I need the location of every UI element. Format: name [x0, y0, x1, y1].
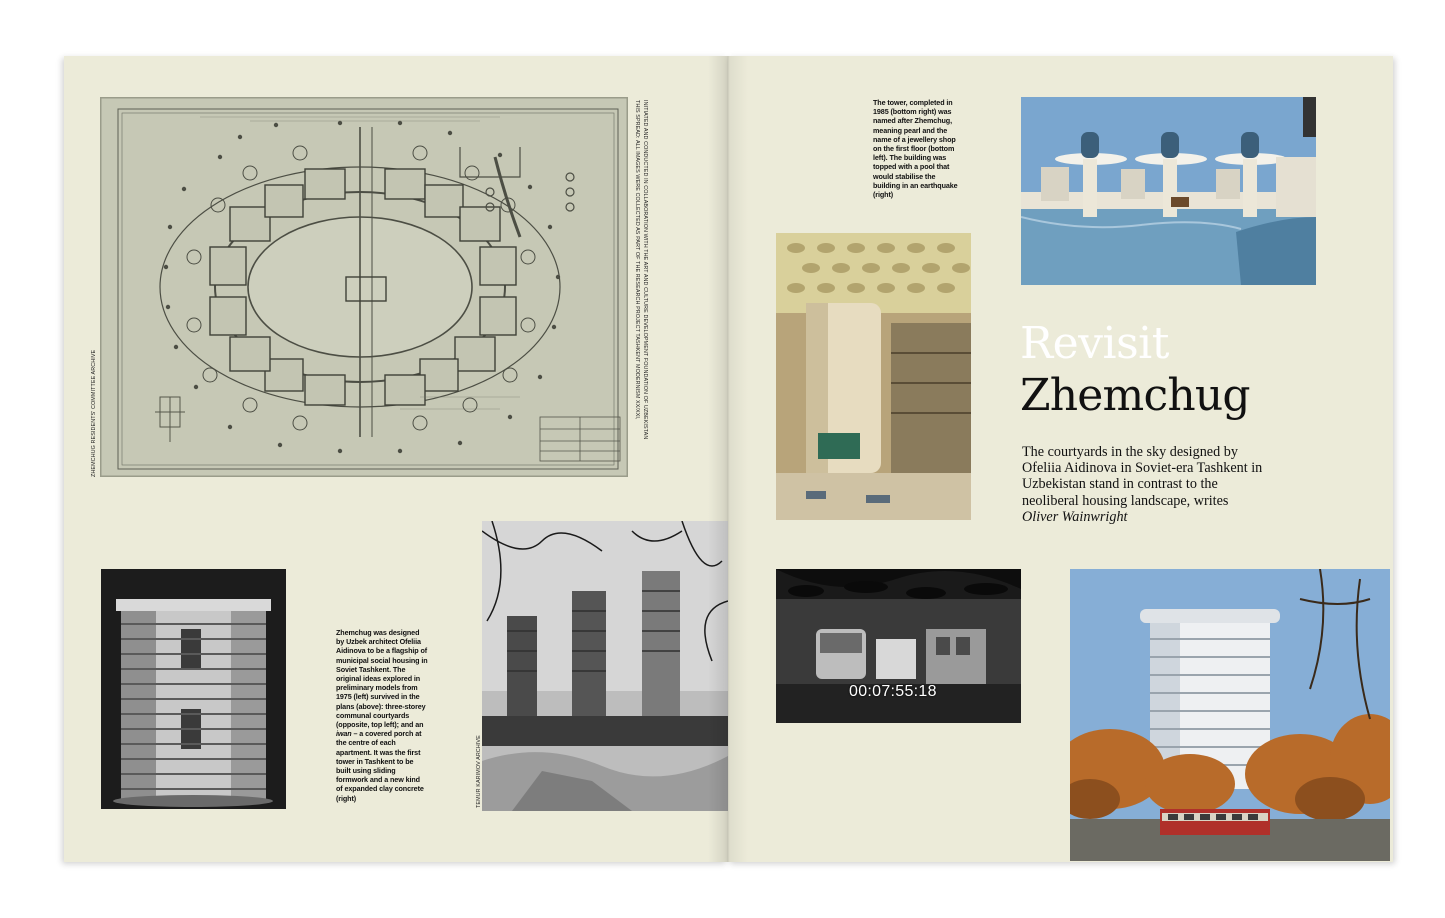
standfirst-text: The courtyards in the sky designed by Ofeliia Aidinova in Soviet-era Tashkent in Uzbekistan stand in contrast to the neoliberal housing landscape, writes — [1022, 444, 1263, 509]
completed-tower-photo — [1070, 569, 1390, 861]
tower-design-caption — [336, 628, 428, 803]
tower-design-caption-term: iwan — [336, 729, 352, 739]
headline-line-2: Zhemchug — [1020, 370, 1250, 421]
tower-floor-plan-drawing — [100, 97, 628, 477]
video-timecode: 00:07:55:18 — [849, 683, 937, 700]
tower-design-caption-end: – a covered porch at the centre of each apartment. It was the first tower in Tashkent to be built using sliding formwork and a new kind of expanded clay concrete (right) — [336, 729, 424, 803]
construction-archive-credit: TEMUR KARIMOV ARCHIVE — [476, 735, 482, 808]
rooftop-pool-photo — [1021, 97, 1316, 285]
interior-lobby-photo — [776, 233, 971, 520]
spread-credit-note-line2: INITIATED AND CONDUCTED IN COLLABORATION WITH THE ART AND CULTURE DEVELOPMENT FOUNDATION OF UZBEKISTAN — [642, 100, 648, 440]
spread-credit-note-line1: THIS SPREAD: ALL IMAGES WERE COLLECTED AS PART OF THE RESEARCH PROJECT TASHKENT MODERNISM XX/XXI, — [634, 100, 640, 420]
author-name: Oliver Wainwright — [1022, 508, 1128, 525]
headline-line-1: Revisit — [1020, 318, 1169, 369]
standfirst — [1022, 444, 1267, 525]
tower-construction-photo — [482, 521, 728, 811]
tower-model-photo — [101, 569, 286, 809]
plan-archive-credit: ZHEMCHUG RESIDENTS' COMMITTEE ARCHIVE — [91, 349, 97, 477]
tower-name-caption: The tower, completed in 1985 (bottom right) was named after Zhemchug, meaning pearl and the name of a jewellery shop on the first floor (bottom left). The building was topped with a pool that would stabilise the building in an earthquake (right) — [873, 98, 958, 200]
tower-design-caption-start: Zhemchug was designed by Uzbek architect Ofeliia Aidinova to be a flagship of municipal social housing in Soviet Tashkent. The original ideas explored in preliminary models from 1975 (left) survived in the plans (above): three-storey communal courtyards (opposite, top left); and an — [336, 628, 428, 730]
